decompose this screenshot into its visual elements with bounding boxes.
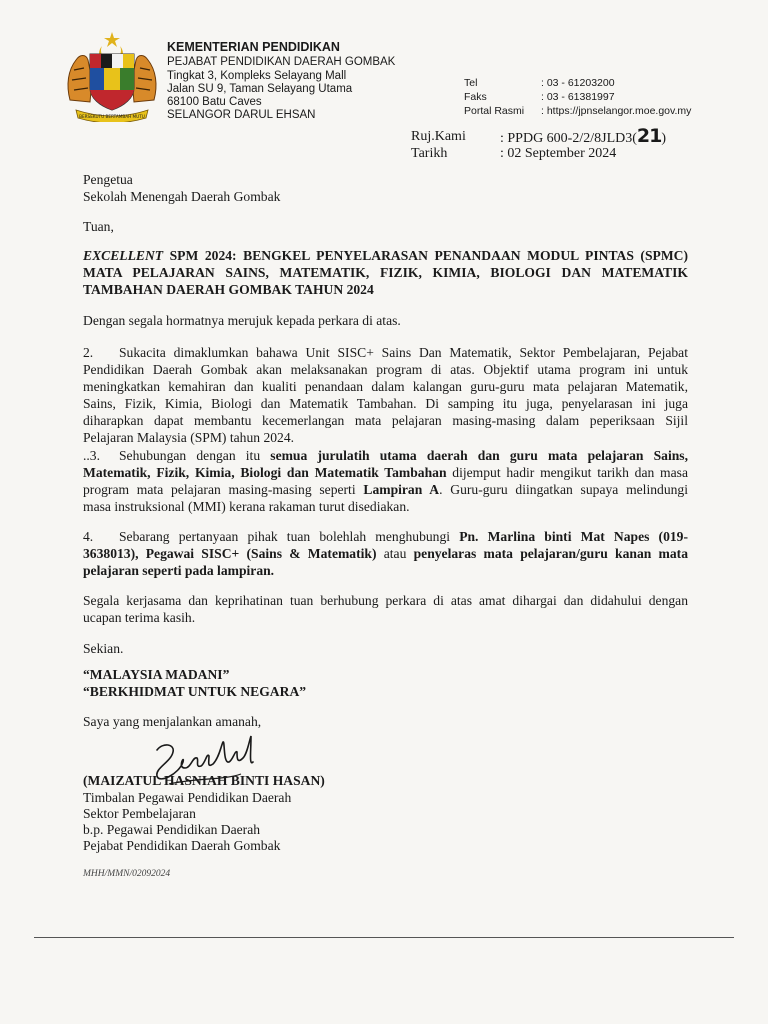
signatory-position: b.p. Pegawai Pendidikan Daerah [83,822,261,837]
ref-label: Ruj.Kami [411,129,466,144]
paragraph-line: Matematik, Fizik, Kimia, Biologi dan Matematik Tambahan dijemput hadir mengikut tarikh dan masa [83,465,688,480]
footer-divider [34,937,734,938]
paragraph-line: Sebarang pertanyaan pihak tuan bolehlah menghubungi Pn. Marlina binti Mat Napes (019- [119,529,688,544]
paragraph-line: meningkatkan kemahiran dan kualiti penandaan dalam kalangan guru-guru mata pelajaran Matematik, [83,379,688,394]
salutation: Tuan, [83,219,114,234]
paragraph-line: Sehubungan dengan itu semua jurulatih utama daerah dan guru mata pelajaran Sains, [119,448,688,463]
handwritten-number: 21 [636,125,662,147]
date-label: Tarikh [411,146,448,161]
subject-line: EXCELLENT SPM 2024: BENGKEL PENYELARASAN PENANDAAN MODUL PINTAS (SPMC) [83,248,688,263]
slogan: “MALAYSIA MADANI” [83,667,230,682]
sekian-text: Sekian. [83,641,124,656]
ministry-name: KEMENTERIAN PENDIDIKAN [167,40,340,54]
paragraph-number: ..3. [83,448,100,463]
paragraph-line: Pelajaran Malaysia (SPM) tahun 2024. [83,430,295,445]
closing-line: ucapan terima kasih. [83,610,196,625]
paragraph-line: Sukacita dimaklumkan bahawa Unit SISC+ Sains Dan Matematik, Sektor Pembelajaran, Pejabat [119,345,688,360]
signatory-name: (MAIZATUL HASNIAH BINTI HASAN) [83,773,325,788]
signatory-position: Pejabat Pendidikan Daerah Gombak [83,838,281,853]
paragraph-line: Sains, Fizik, Kimia, Biologi dan Matematik Tambahan. Di samping itu juga, penyelarasan ini juga [83,396,688,411]
subject-line: MATA PELAJARAN SAINS, MATEMATIK, FIZIK, KIMIA, BIOLOGI DAN MATEMATIK [83,265,688,280]
paragraph-line: masa instruksional (MMI) kerana rakaman turut disediakan. [83,499,410,514]
address-line: Tingkat 3, Kompleks Selayang Mall [167,70,347,82]
address-line: Jalan SU 9, Taman Selayang Utama [167,83,353,95]
paragraph-line: program mata pelajaran masing-masing seperti Lampiran A. Guru-guru diingatkan supaya melindungi [83,482,688,497]
contact-label: Faks [464,91,487,103]
paragraph-number: 4. [83,529,94,544]
signatory-position: Timbalan Pegawai Pendidikan Daerah [83,790,292,805]
contact-value: : 03 - 61203200 [541,77,615,89]
address-line: SELANGOR DARUL EHSAN [167,109,316,121]
ref-number: : PPDG 600-2/2/8JLD3(21) [500,125,667,147]
subject-line: TAMBAHAN DAERAH GOMBAK TAHUN 2024 [83,282,374,297]
contact-label: Tel [464,77,478,89]
intro-text: Dengan segala hormatnya merujuk kepada perkara di atas. [83,313,401,328]
contact-value: : https://jpnselangor.moe.gov.my [541,105,692,117]
contact-value: : 03 - 61381997 [541,91,615,103]
file-code: MHH/MMN/02092024 [83,869,171,879]
signatory-position: Sektor Pembelajaran [83,806,196,821]
paragraph-line: 3638013), Pegawai SISC+ (Sains & Matematik) atau penyelaras mata pelajaran/guru kanan mata [83,546,688,561]
recipient-school: Sekolah Menengah Daerah Gombak [83,189,281,204]
date-value: : 02 September 2024 [500,146,617,161]
contact-label: Portal Rasmi [464,105,525,117]
address-line: 68100 Batu Caves [167,96,262,108]
paragraph-line: pelajaran seperti pada lampiran. [83,563,275,578]
paragraph-line: Pendidikan Daerah Gombak akan melaksanakan program di atas. Objektif utama program ini untuk [83,362,688,377]
paragraph-line: diharapkan dapat membantu kecemerlangan mata pelajaran masing-masing dalam peperiksaan Sijil [83,413,688,428]
closing-line: Segala kerjasama dan keprihatinan tuan berhubung perkara di atas amat dihargai dan didahului dengan [83,593,688,608]
recipient-title: Pengetua [83,172,133,187]
office-name: PEJABAT PENDIDIKAN DAERAH GOMBAK [167,56,396,68]
amanah-text: Saya yang menjalankan amanah, [83,714,262,729]
coat-of-arms-icon [62,30,162,122]
slogan: “BERKHIDMAT UNTUK NEGARA” [83,684,307,699]
crest-motto: BERSEKUTU BERTAMBAH MUTU [79,114,145,119]
paragraph-number: 2. [83,345,94,360]
